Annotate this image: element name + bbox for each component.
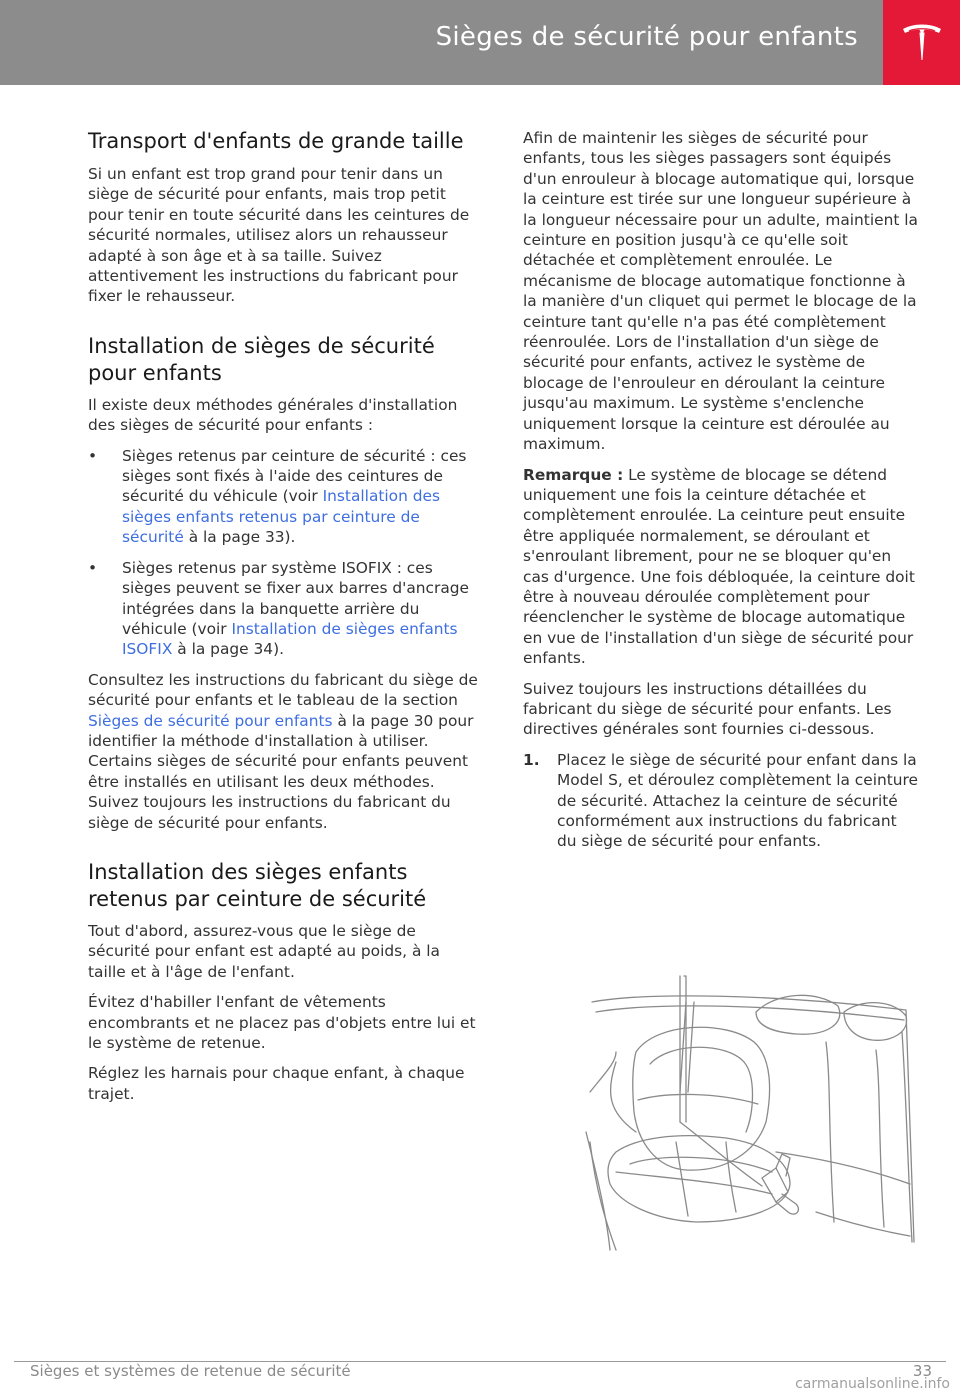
- logo-box: [883, 0, 960, 85]
- paragraph-methods: Il existe deux méthodes générales d'installation des sièges de sécurité pour enfants :: [88, 395, 458, 435]
- note-paragraph: [523, 465, 918, 669]
- heading-installation: Installation de sièges de sécurité pour enfants: [88, 333, 435, 385]
- note-text: Le système de blocage se détend uniquement une fois la ceinture détachée et complètement enroulée. La ceinture peut ensuite être appliquée normalement, se déroulant et s'enroulant librement, pour ne se bloquer qu'en cas d'urgence. Une fois débloquée, la ceinture doit être à nouveau déroulée complètement pour réenclencher le système de blocage automatique en vue de l'installation d'un siège de sécurité pour enfants.: [523, 465, 915, 668]
- bullet-text: Sièges retenus par système ISOFIX : ces sièges peuvent se fixer aux barres d'ancrage intégrées dans la banquette arrière du véhicule (voir: [122, 558, 470, 638]
- list-item: [88, 558, 480, 660]
- watermark: carmanualsonline.info: [795, 1376, 950, 1392]
- paragraph-auto-lock: Afin de maintenir les sièges de sécurité pour enfants, tous les sièges passagers sont équipés d'un enrouleur à blocage automatique qui, lorsque la ceinture est tirée sur une longueur supérieure à la longueur nécessaire pour un adulte, maintient la ceinture en position jusqu'à ce qu'elle soit détachée et complètement enroulée. Le mécanisme de blocage automatique fonctionne à la manière d'un cliquet qui permet le blocage de la ceinture tant qu'elle n'a pas été complètement réenroulée. Lors de l'installation d'un siège de sécurité pour enfants, activez le système de blocage de l'enrouleur en déroulant la ceinture jusqu'au maximum. Le système s'enclenche uniquement lorsque la ceinture est déroulée au maximum.: [523, 129, 918, 454]
- footer-page-number: 33: [912, 1362, 932, 1380]
- step-number: 1.: [523, 750, 540, 769]
- steps-list: [523, 750, 918, 852]
- consult-text: Consultez les instructions du fabricant du siège de sécurité pour enfants et le tableau de la section: [88, 670, 478, 710]
- tesla-logo-icon: [899, 20, 945, 66]
- paragraph-clothing: Évitez d'habiller l'enfant de vêtements encombrants et ne placez pas d'objets entre lui et le système de retenue.: [88, 993, 476, 1052]
- right-column: [523, 128, 918, 852]
- link-child-seats[interactable]: Sièges de sécurité pour enfants: [88, 711, 333, 730]
- left-column: [88, 128, 480, 1114]
- bullet-icon: •: [88, 446, 98, 465]
- paragraph-suitability: Tout d'abord, assurez-vous que le siège de sécurité pour enfant est adapté au poids, à la taille et à l'âge de l'enfant.: [88, 921, 440, 981]
- list-item: [523, 750, 918, 852]
- step-text: Placez le siège de sécurité pour enfant dans la Model S, et déroulez complètement la ceinture de sécurité. Attachez la ceinture de sécurité conformément aux instructions du fabricant du siège de sécurité pour enfants.: [557, 750, 919, 851]
- consult-text-end: à la page 30 pour identifier la méthode d'installation à utiliser. Certains sièges de sécurité pour enfants peuvent être installés en utilisant les deux méthodes. Suivez toujours les instructions du fabricant du siège de sécurité pour enfants.: [88, 711, 474, 832]
- link-isofix-install[interactable]: Installation de sièges enfants ISOFIX: [122, 619, 458, 659]
- link-belt-install[interactable]: Installation des sièges enfants retenus par ceinture de sécurité: [122, 487, 441, 547]
- paragraph-follow-instructions: Suivez toujours les instructions détaillées du fabricant du siège de sécurité pour enfants. Les directives générales sont fournies ci-dessous.: [523, 679, 892, 739]
- footer-section-title: Sièges et systèmes de retenue de sécurité: [30, 1362, 351, 1380]
- child-seat-illustration: [576, 972, 918, 1254]
- heading-belt-install: Installation des sièges enfants retenus par ceinture de sécurité: [88, 859, 427, 911]
- bullet-text: Sièges retenus par ceinture de sécurité : ces sièges sont fixés à l'aide des ceintures de sécurité du véhicule (voir: [122, 446, 467, 506]
- heading-transport: Transport d'enfants de grande taille: [88, 129, 464, 153]
- bullet-text-end: à la page 34).: [172, 640, 284, 659]
- page-header-title: Sièges de sécurité pour enfants: [435, 22, 858, 52]
- paragraph-transport: Si un enfant est trop grand pour tenir dans un siège de sécurité pour enfants, mais trop petit pour tenir en toute sécurité dans les ceintures de sécurité normales, utilisez alors un rehausseur adapté à son âge et à sa taille. Suivez attentivement les instructions du fabricant pour fixer le rehausseur.: [88, 165, 470, 306]
- bullet-icon: •: [88, 558, 98, 577]
- paragraph-harness: Réglez les harnais pour chaque enfant, à chaque trajet.: [88, 1064, 465, 1103]
- paragraph-consult: [88, 670, 480, 833]
- list-item: [88, 446, 480, 548]
- note-label: Remarque :: [523, 465, 624, 484]
- methods-list: [88, 446, 480, 660]
- bullet-text-end: à la page 33).: [183, 528, 296, 547]
